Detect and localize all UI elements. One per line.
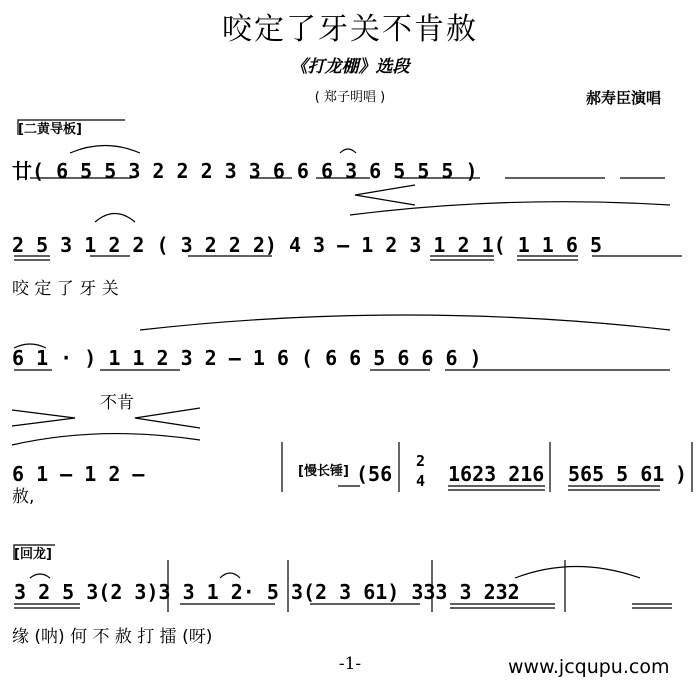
- performer-credit: 郝寿臣演唱: [586, 89, 662, 107]
- notation-line-4-group-2: 565 5 61: [568, 462, 665, 486]
- slur: [70, 146, 140, 154]
- time-signature-bottom: 4: [416, 472, 426, 490]
- page-title: 咬定了牙关不肯赦: [222, 12, 478, 47]
- time-signature-top: 2: [416, 452, 426, 470]
- lyric-line-3: 不肯: [100, 393, 134, 413]
- notation-line-4: 6 1 – 1 2 –: [12, 462, 145, 486]
- notation-line-3: 6 1 · ) 1 1 2 3 2 – 1 6 ( 6 6 5 6 6 6 ): [12, 346, 482, 370]
- bracket-intro: [18, 120, 125, 135]
- lyric-line-5: 缘 (呐) 何 不 赦 打 擂 (呀): [12, 627, 213, 647]
- notation-line-1: 廿( 6 5 5 3 2 2 2 3 3 6 6 6 3 6 5 5 5 ): [12, 159, 478, 183]
- lyric-line-2: 咬 定 了 牙 关: [12, 279, 119, 299]
- notation-line-2: 2 5 3 1 2 2 ( 3 2 2 2) 4 3 – 1 2 3 1 2 1( 1 1 6 5: [12, 233, 603, 257]
- notation-line-4-group-1: 1623 216: [448, 462, 545, 486]
- lyric-line-4: 赦,: [12, 487, 35, 507]
- page-number: -1-: [338, 654, 362, 674]
- section-label-intro: [二黄导板]: [18, 122, 82, 137]
- section-label-huilong: [回龙]: [14, 547, 52, 562]
- singer-note: ( 郑子明唱 ): [314, 90, 386, 105]
- notation-line-5: 3 2 5 3(2 3)3 3 1 2· 5 3(2 3 61) 333 3 232: [14, 580, 520, 604]
- subtitle: 《打龙棚》选段: [290, 57, 410, 77]
- section-label-slow: [慢长锤]: [298, 464, 349, 479]
- notation-line-4-close: ): [675, 462, 688, 486]
- bracket-huilong: [14, 545, 55, 560]
- watermark-link[interactable]: www.jcqupu.com: [508, 656, 670, 678]
- notation-line-4-bar-notes: (56: [356, 462, 393, 486]
